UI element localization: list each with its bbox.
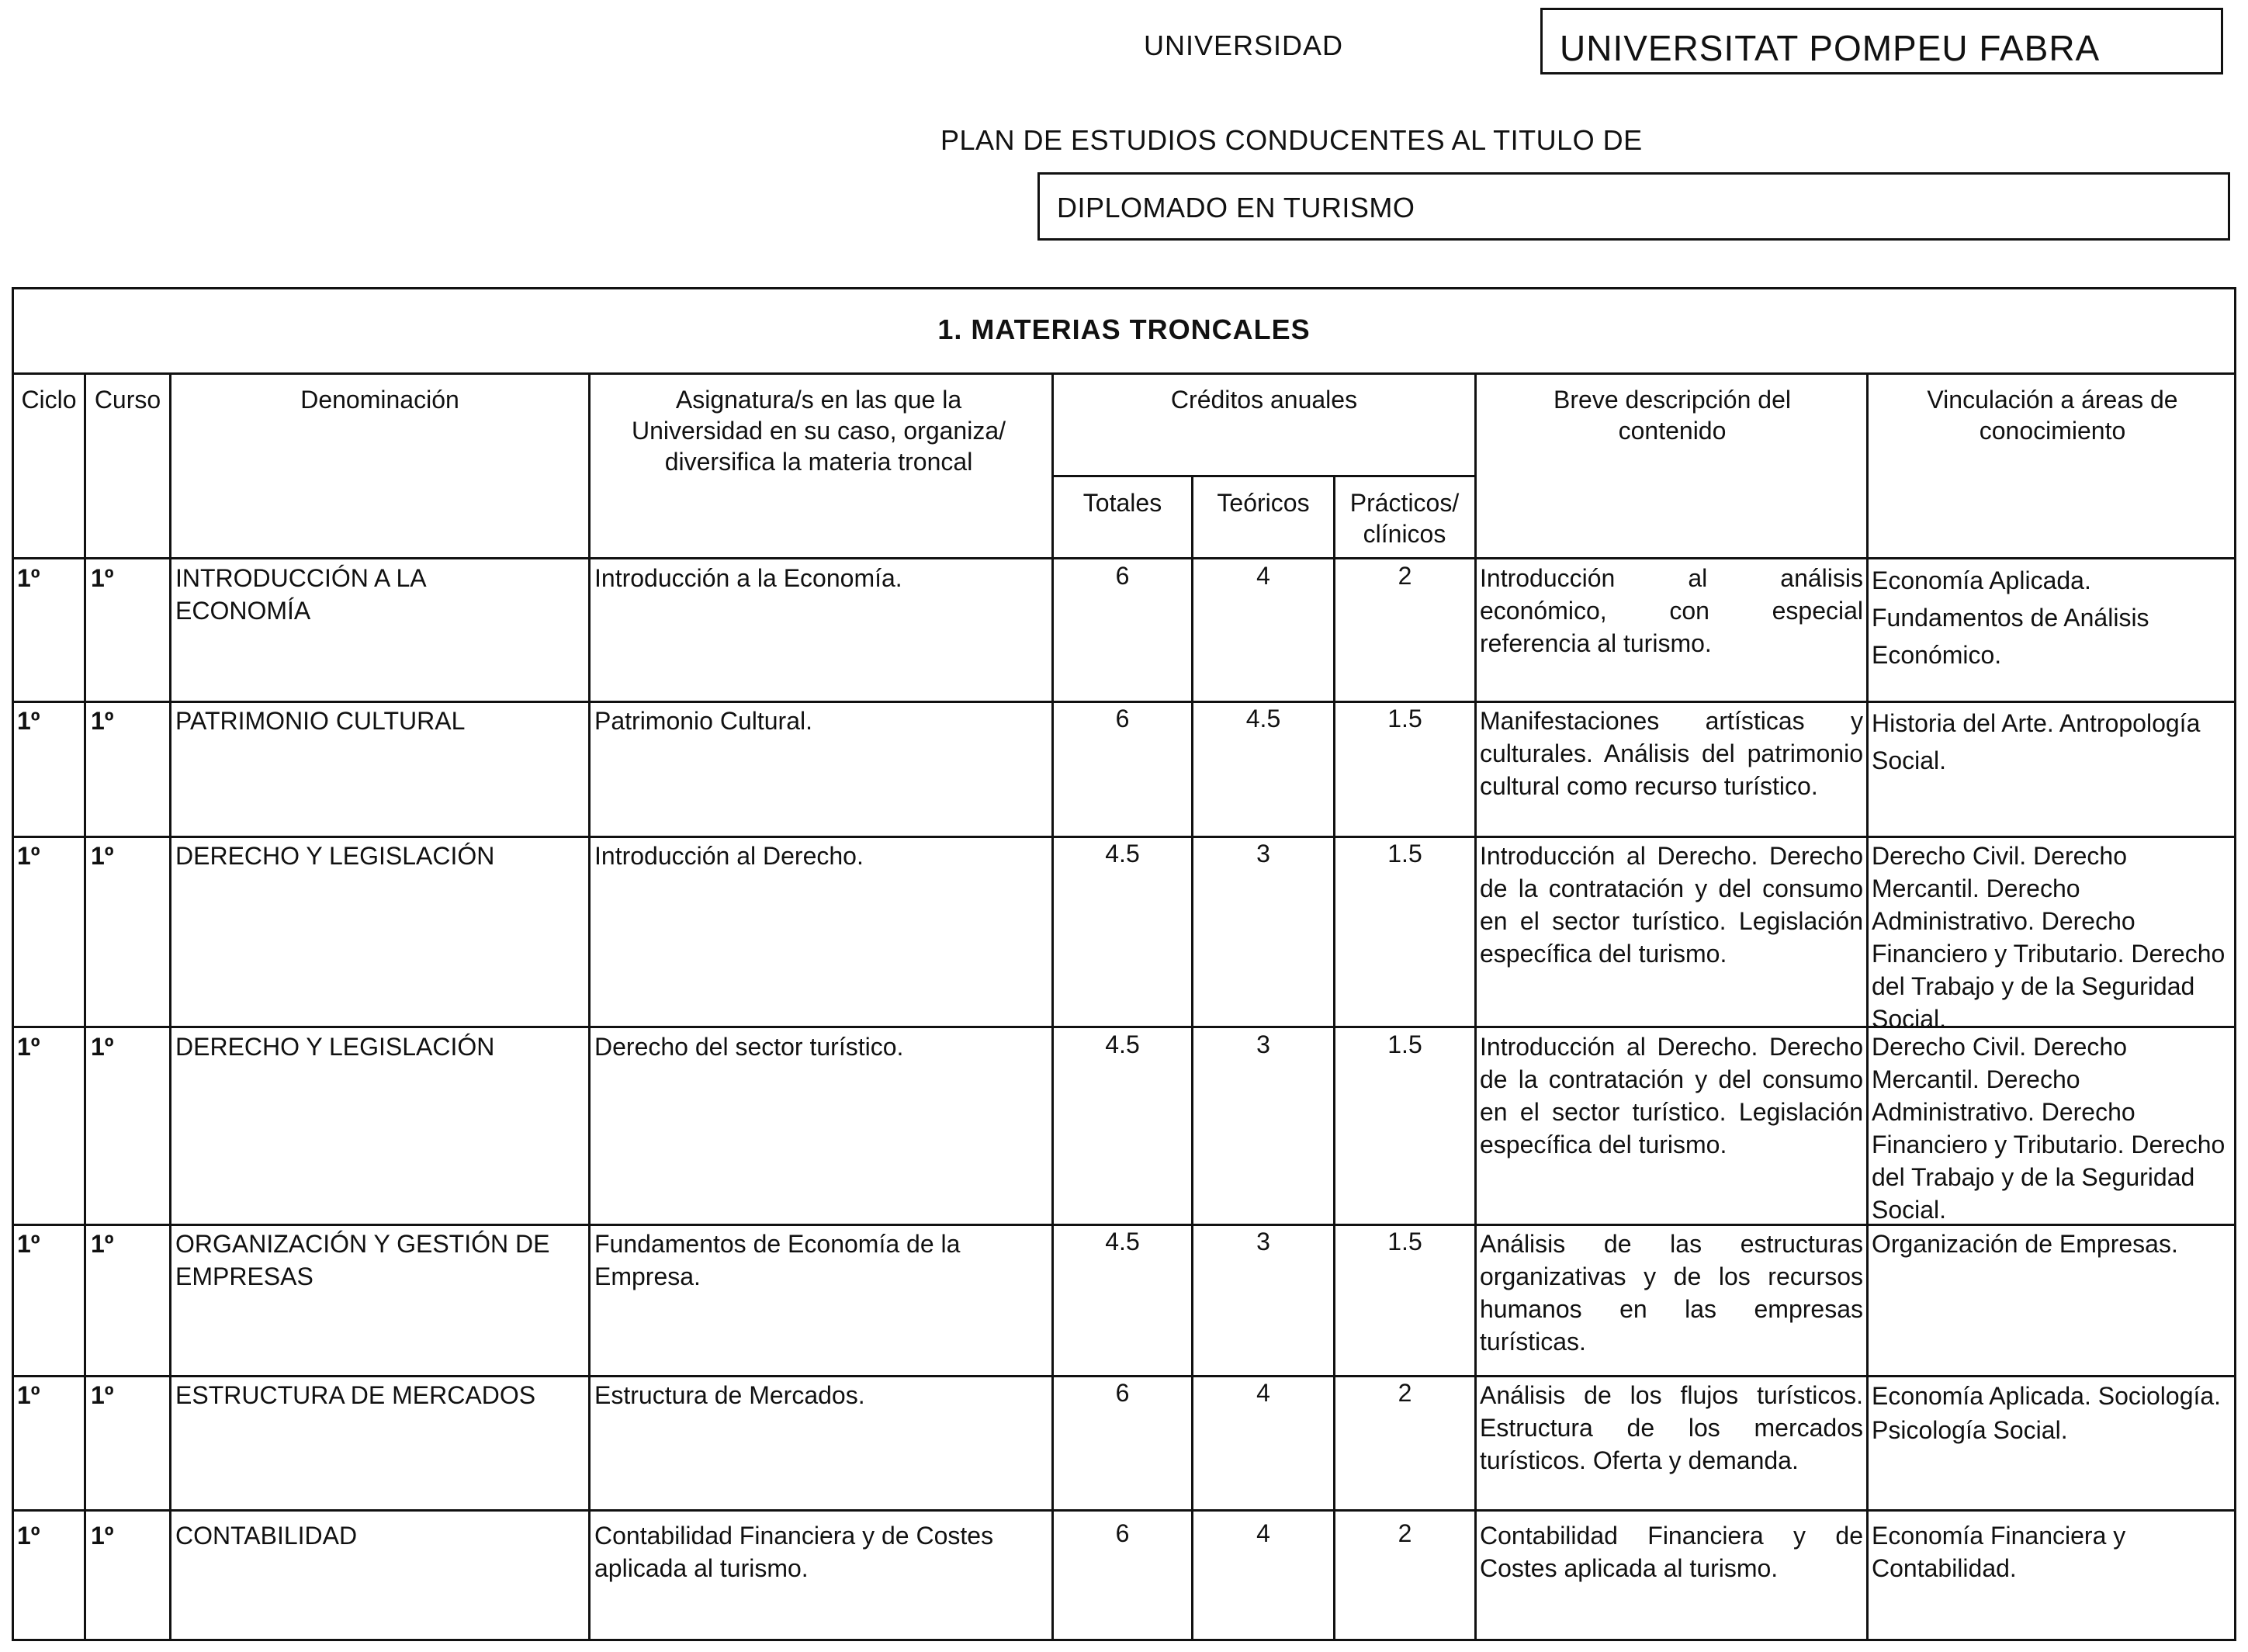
cell-descripcion: Análisis de las estructuras organizativas y de los recursos humanos en las empresas turísticas. xyxy=(1480,1230,1863,1356)
cell-practicos: 1.5 xyxy=(1387,840,1422,868)
cell-descripcion: Introducción al Derecho. Derecho de la contratación y del consumo en el sector turístico. Legislación específica del turismo. xyxy=(1480,1033,1863,1158)
cell-denominacion: ORGANIZACIÓN Y GESTIÓN DE EMPRESAS xyxy=(175,1230,550,1290)
cell-totales: 6 xyxy=(1115,705,1130,732)
cell-denominacion: DERECHO Y LEGISLACIÓN xyxy=(175,1033,495,1061)
table-line xyxy=(12,836,2236,838)
cell-curso: 1º xyxy=(91,1522,114,1550)
cell-descripcion: Introducción al análisis económico, con especial referencia al turismo. xyxy=(1480,564,1863,657)
universidad-label: UNIVERSIDAD xyxy=(1144,29,1344,61)
cell-vinculacion: Economía Aplicada. Sociología. Psicología Social. xyxy=(1872,1382,2222,1444)
cell-totales: 6 xyxy=(1115,1379,1130,1407)
cell-totales: 4.5 xyxy=(1105,1030,1140,1058)
cell-descripcion: Análisis de los flujos turísticos. Estructura de los mercados turísticos. Oferta y demanda. xyxy=(1480,1381,1863,1474)
cell-curso: 1º xyxy=(91,1033,114,1061)
cell-ciclo: 1º xyxy=(17,564,40,592)
cell-curso: 1º xyxy=(91,1381,114,1409)
cell-totales: 6 xyxy=(1115,1519,1130,1547)
header-descripcion: Breve descripción del contenido xyxy=(1554,386,1791,445)
cell-asignatura: Fundamentos de Economía de la Empresa. xyxy=(594,1230,961,1290)
table-line xyxy=(1051,475,1474,477)
table-line xyxy=(12,1509,2236,1512)
cell-curso: 1º xyxy=(91,564,114,592)
cell-asignatura: Derecho del sector turístico. xyxy=(594,1033,904,1061)
cell-asignatura: Introducción al Derecho. xyxy=(594,842,864,870)
cell-ciclo: 1º xyxy=(17,707,40,735)
header-vinculacion: Vinculación a áreas de conocimiento xyxy=(1927,386,2178,445)
table-line xyxy=(12,557,2236,559)
cell-vinculacion: Derecho Civil. Derecho Mercantil. Derecho Administrativo. Derecho Financiero y Tributario. Derecho del Trabajo y de la Seguridad Social. xyxy=(1872,842,2225,1033)
header-asignaturas: Asignatura/s en las que la Universidad en su caso, organiza/ diversifica la materia troncal xyxy=(631,386,1006,476)
table-line xyxy=(588,372,591,1641)
cell-descripcion: Introducción al Derecho. Derecho de la contratación y del consumo en el sector turístico. Legislación específica del turismo. xyxy=(1480,842,1863,968)
cell-practicos: 1.5 xyxy=(1387,705,1422,732)
header-totales: Totales xyxy=(1082,489,1162,517)
header-denominacion: Denominación xyxy=(300,386,459,414)
cell-vinculacion: Derecho Civil. Derecho Mercantil. Derecho Administrativo. Derecho Financiero y Tributario. Derecho del Trabajo y de la Seguridad Social. xyxy=(1872,1033,2225,1224)
header-creditos: Créditos anuales xyxy=(1170,386,1358,414)
cell-denominacion: CONTABILIDAD xyxy=(175,1522,358,1550)
cell-teoricos: 4 xyxy=(1256,1379,1270,1407)
cell-vinculacion: Organización de Empresas. xyxy=(1872,1230,2178,1258)
cell-totales: 4.5 xyxy=(1105,1228,1140,1255)
section-title: 1. MATERIAS TRONCALES xyxy=(937,313,1311,345)
cell-denominacion: INTRODUCCIÓN A LA ECONOMÍA xyxy=(175,564,425,625)
cell-teoricos: 4 xyxy=(1256,1519,1270,1547)
cell-ciclo: 1º xyxy=(17,842,40,870)
cell-teoricos: 3 xyxy=(1256,840,1270,868)
cell-practicos: 2 xyxy=(1398,1379,1412,1407)
cell-curso: 1º xyxy=(91,842,114,870)
cell-vinculacion: Historia del Arte. Antropología Social. xyxy=(1872,709,2201,774)
table-line xyxy=(84,372,86,1641)
universidad-value: UNIVERSITAT POMPEU FABRA xyxy=(1540,8,2223,74)
cell-teoricos: 3 xyxy=(1256,1228,1270,1255)
cell-ciclo: 1º xyxy=(17,1033,40,1061)
cell-practicos: 1.5 xyxy=(1387,1228,1422,1255)
header-ciclo: Ciclo xyxy=(21,386,77,414)
cell-denominacion: DERECHO Y LEGISLACIÓN xyxy=(175,842,495,870)
cell-asignatura: Contabilidad Financiera y de Costes aplicada al turismo. xyxy=(594,1522,994,1582)
cell-teoricos: 4.5 xyxy=(1245,705,1281,732)
cell-practicos: 2 xyxy=(1398,1519,1412,1547)
cell-ciclo: 1º xyxy=(17,1230,40,1258)
cell-ciclo: 1º xyxy=(17,1381,40,1409)
table-line xyxy=(1474,372,1477,1641)
header-curso: Curso xyxy=(94,386,161,414)
cell-teoricos: 3 xyxy=(1256,1030,1270,1058)
header-teoricos: Teóricos xyxy=(1217,489,1310,517)
titulo-value: DIPLOMADO EN TURISMO xyxy=(1037,172,2230,241)
plan-label: PLAN DE ESTUDIOS CONDUCENTES AL TITULO DE xyxy=(940,124,1643,156)
cell-ciclo: 1º xyxy=(17,1522,40,1550)
cell-asignatura: Introducción a la Economía. xyxy=(594,564,902,592)
cell-asignatura: Estructura de Mercados. xyxy=(594,1381,865,1409)
cell-teoricos: 4 xyxy=(1256,562,1270,590)
table-line xyxy=(12,372,2236,375)
cell-vinculacion: Economía Aplicada. Fundamentos de Análisis Económico. xyxy=(1872,566,2149,669)
table-line xyxy=(169,372,171,1641)
cell-practicos: 1.5 xyxy=(1387,1030,1422,1058)
cell-totales: 4.5 xyxy=(1105,840,1140,868)
cell-curso: 1º xyxy=(91,1230,114,1258)
table-line xyxy=(12,1375,2236,1377)
cell-descripcion: Contabilidad Financiera y de Costes aplicada al turismo. xyxy=(1480,1522,1863,1582)
table-line xyxy=(1866,372,1869,1641)
cell-totales: 6 xyxy=(1115,562,1130,590)
header-practicos: Prácticos/ clínicos xyxy=(1349,489,1460,548)
cell-denominacion: PATRIMONIO CULTURAL xyxy=(175,707,466,735)
cell-curso: 1º xyxy=(91,707,114,735)
cell-vinculacion: Economía Financiera y Contabilidad. xyxy=(1872,1522,2126,1582)
cell-descripcion: Manifestaciones artísticas y culturales. Análisis del patrimonio cultural como recurso turístico. xyxy=(1480,707,1863,800)
cell-practicos: 2 xyxy=(1398,562,1412,590)
cell-asignatura: Patrimonio Cultural. xyxy=(594,707,812,735)
cell-denominacion: ESTRUCTURA DE MERCADOS xyxy=(175,1381,536,1409)
table-line xyxy=(12,701,2236,703)
